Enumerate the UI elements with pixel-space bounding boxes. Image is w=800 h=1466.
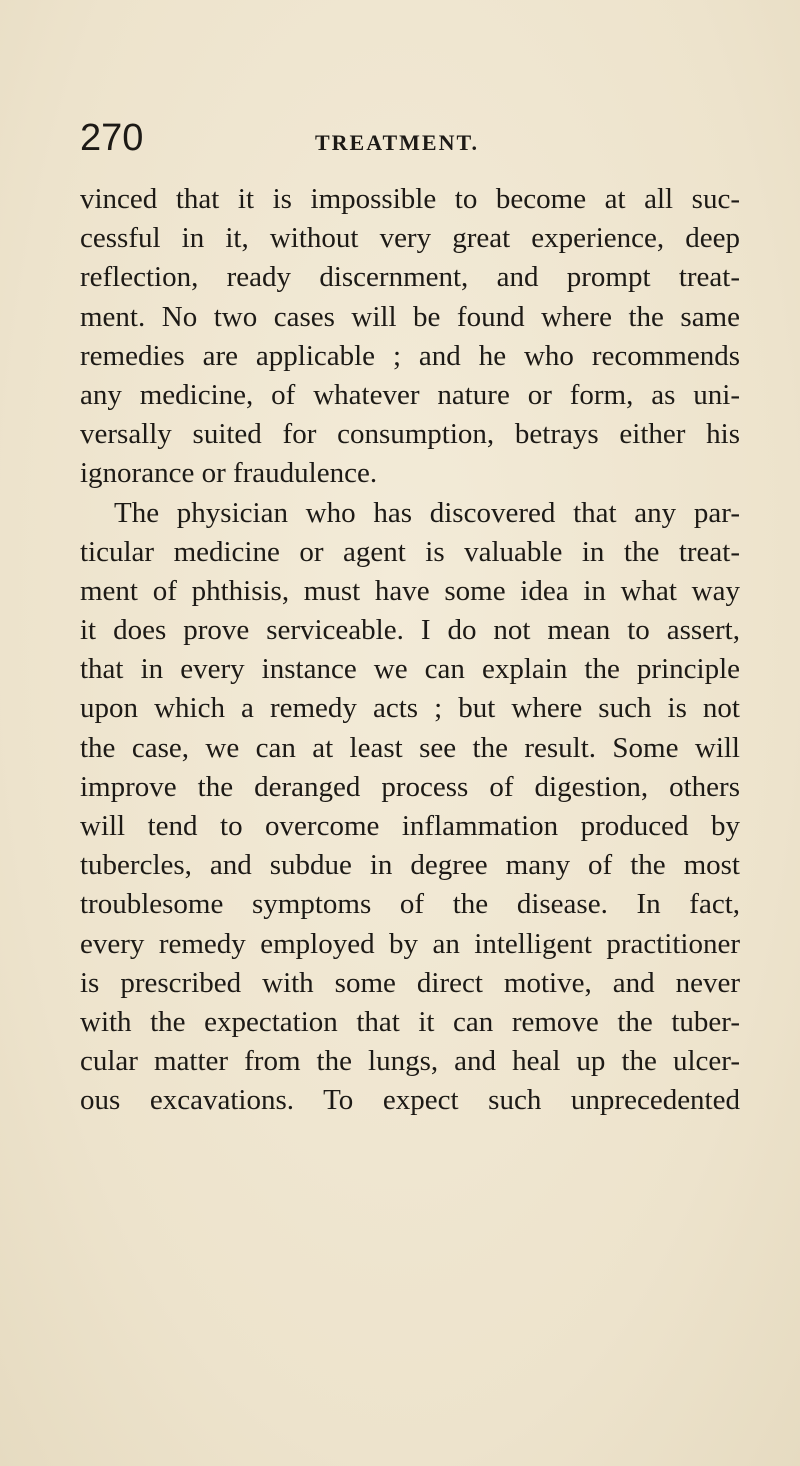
text-line: upon which a remedy acts ; but where such is not (80, 692, 740, 725)
text-line: cessful in it, without very great experience, deep (80, 222, 740, 255)
page-header (80, 118, 740, 168)
text-line: any medicine, of whatever nature or form, as uni- (80, 378, 740, 411)
text-line: improve the deranged process of digestion, others (80, 770, 740, 803)
text-line: the case, we can at least see the result. Some will (80, 731, 740, 764)
paragraph-start-line: The physician who has discovered that any par- (114, 496, 740, 529)
running-head: TREATMENT. (315, 130, 480, 155)
text-line: every remedy employed by an intelligent practitioner (80, 927, 740, 960)
page-number: 270 (80, 117, 144, 159)
text-line: reflection, ready discernment, and prompt treat- (80, 261, 740, 294)
text-line: versally suited for consumption, betrays either his (80, 418, 740, 451)
text-line: ticular medicine or agent is valuable in the treat- (80, 535, 740, 568)
text-line: vinced that it is impossible to become at all suc- (80, 183, 740, 215)
text-line: cular matter from the lungs, and heal up the ulcer- (80, 1045, 740, 1078)
text-line: remedies are applicable ; and he who recommends (80, 339, 740, 372)
text-line: it does prove serviceable. I do not mean to assert, (80, 614, 740, 647)
text-line: is prescribed with some direct motive, and never (80, 966, 740, 999)
body-text (80, 180, 740, 1121)
text-line: tubercles, and subdue in degree many of the most (80, 849, 740, 882)
text-line: ment of phthisis, must have some idea in what way (80, 574, 740, 607)
text-line: troublesome symptoms of the disease. In fact, (80, 888, 740, 921)
paragraph-end-line: ignorance or fraudulence. (80, 457, 378, 490)
text-line: ous excavations. To expect such unprecedented (80, 1084, 740, 1117)
text-line: that in every instance we can explain the principle (80, 653, 740, 686)
text-line: with the expectation that it can remove the tuber- (80, 1005, 740, 1038)
text-line: will tend to overcome inflammation produced by (80, 810, 740, 842)
text-line: ment. No two cases will be found where the same (80, 300, 740, 333)
